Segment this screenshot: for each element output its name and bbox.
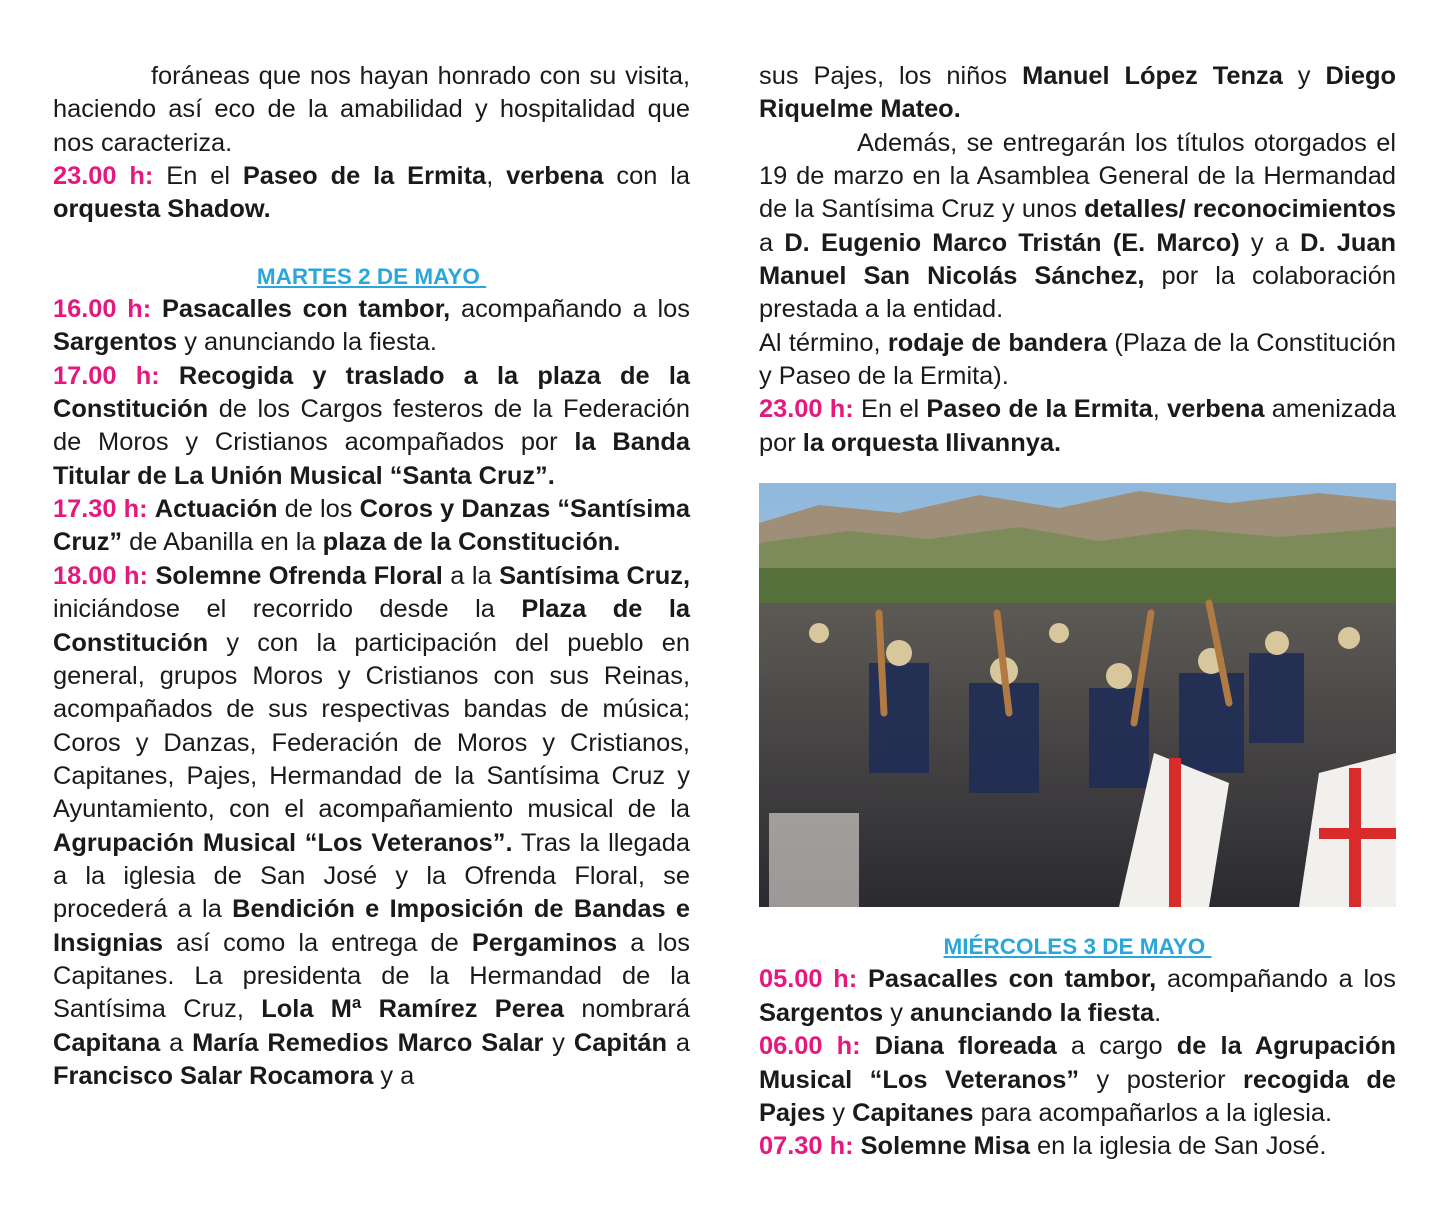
event-time: 18.00 h: (53, 561, 148, 590)
event-time: 07.30 h: (759, 1132, 854, 1161)
paragraph-rodaje: Al término, rodaje de bandera (Plaza de la Constitución y Paseo de la Ermita). (759, 328, 1396, 391)
event-0600: 06.00 h: Diana floreada a cargo de la Agrupación Musical “Los Veteranos” y posterior recogida de Pajes y Capitanes para acompañarlos a la iglesia. (759, 1032, 1396, 1127)
event-1600: 16.00 h: Pasacalles con tambor, acompañando a los Sargentos y anunciando la fiesta. (53, 295, 690, 357)
left-column (53, 60, 690, 1093)
event-2300: 23.00 h: En el Paseo de la Ermita, verbena con la orquesta Shadow. (53, 162, 691, 224)
paragraph-titulos: Además, se entregarán los títulos otorgados el 19 de marzo en la Asamblea General de la Hermandad de la Santísima Cruz y unos detalles/ reconocimientos a D. Eugenio Marco Tristán (E. Marco) y a D. Juan Manuel San Nicolás Sánchez, por la colaboración prestada a la entidad. (759, 128, 1396, 324)
event-time: 23.00 h: (53, 162, 154, 191)
paragraph-pajes: sus Pajes, los niños Manuel López Tenza y Diego Riquelme Mateo. (759, 62, 1396, 124)
right-column (759, 60, 1396, 1164)
event-time: 16.00 h: (53, 295, 152, 324)
event-time: 17.30 h: (53, 495, 148, 524)
event-time: 23.00 h: (759, 395, 854, 424)
event-1700: 17.00 h: Recogida y traslado a la plaza de la Constitución de los Cargos festeros de la Federación de Moros y Cristianos acompañados por la Banda Titular de La Unión Musical “Santa Cruz”. (53, 361, 691, 490)
heading-miercoles: MIÉRCOLES 3 DE MAYO (943, 934, 1212, 960)
event-1800: 18.00 h: Solemne Ofrenda Floral a la Santísima Cruz, iniciándose el recorrido desde la Plaza de la Constitución y con la participación del pueblo en general, grupos Moros y Cristianos con sus Reinas, acompañados de sus respectivas bandas de música; Coros y Danzas, Federación de Moros y Cristianos, Capitanes, Pajes, Hermandad de la Santísima Cruz y Ayuntamiento, con el acompañamiento musical de la Agrupación Musical “Los Veteranos”. Tras la llegada a la iglesia de San José y la Ofrenda Floral, se procederá a la Bendición e Imposición de Bandas e Insignias así como la entrega de Pergaminos a los Capitanes. La presidenta de la Hermandad de la Santísima Cruz, Lola Mª Ramírez Perea nombrará Capitana a María Remedios Marco Salar y Capitán a Francisco Salar Rocamora y a (53, 561, 691, 1090)
event-time: 05.00 h: (759, 965, 858, 994)
event-time: 17.00 h: (53, 361, 160, 390)
paragraph-intro: foráneas que nos hayan honrado con su visita, haciendo así eco de la amabilidad y hospitalidad que nos caracteriza. (53, 62, 690, 157)
event-0500: 05.00 h: Pasacalles con tambor, acompañando a los Sargentos y anunciando la fiesta. (759, 965, 1396, 1027)
event-time: 06.00 h: (759, 1032, 861, 1061)
heading-martes: MARTES 2 DE MAYO (256, 263, 487, 289)
event-0730: 07.30 h: Solemne Misa en la iglesia de San José. (759, 1132, 1327, 1161)
event-1730: 17.30 h: Actuación de los Coros y Danzas “Santísima Cruz” de Abanilla en la plaza de la Constitución. (53, 495, 690, 557)
event-2300-verbena: 23.00 h: En el Paseo de la Ermita, verbena amenizada por la orquesta Ilivannya. (759, 395, 1396, 457)
festival-crowd-photo (759, 483, 1396, 907)
